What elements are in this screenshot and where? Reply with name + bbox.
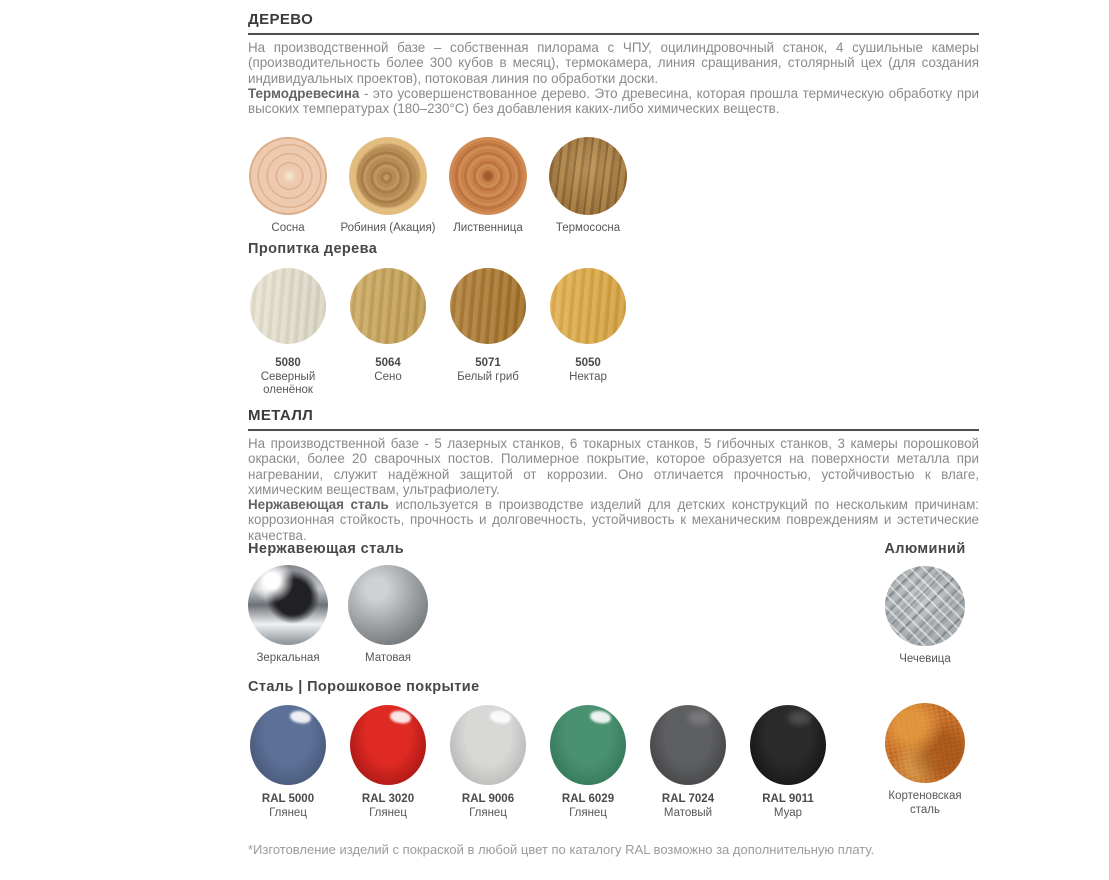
powder-swatch: [738, 705, 838, 820]
impregnation-swatch: [238, 268, 338, 398]
thermowood-lead: Термодревесина: [248, 85, 360, 101]
metal-section-title: МЕТАЛЛ: [248, 407, 314, 424]
ral-code: RAL 6029: [561, 793, 615, 805]
stainless-swatch: [338, 565, 438, 666]
metal-section-divider: [248, 429, 979, 431]
wood-section-text: [248, 40, 979, 116]
powder-sample-image: [550, 705, 626, 785]
corten-sample-image: [885, 703, 965, 783]
wood-section-title: ДЕРЕВО: [248, 11, 314, 28]
stainless-swatch-row: [238, 565, 438, 666]
ral-code: RAL 3020: [361, 793, 415, 805]
stainless-swatch: [238, 565, 338, 666]
footnote: *Изготовление изделий с покраской в любой цвет по каталогу RAL возможно за дополнительную плату.: [248, 842, 875, 857]
stainless-paragraph: [248, 497, 979, 543]
ral-code: RAL 5000: [261, 793, 315, 805]
ral-code: RAL 7024: [661, 793, 715, 805]
wood-sample-image: [349, 137, 427, 215]
aluminum-sample-image: [885, 566, 965, 646]
ral-finish: Глянец: [569, 806, 607, 819]
powder-swatch: [438, 705, 538, 820]
impregnation-code: 5050: [575, 357, 601, 369]
impregnation-swatch-row: [238, 268, 638, 398]
powder-sample-image: [250, 705, 326, 785]
impregnation-swatch: [538, 268, 638, 398]
powder-swatch: [538, 705, 638, 820]
stainless-lead: Нержавеющая сталь: [248, 497, 389, 513]
metal-section-text: [248, 436, 979, 543]
wood-swatch: [538, 137, 638, 236]
powder-sample-image: [650, 705, 726, 785]
thermowood-text: - это усовершенствованное дерево. Это древесина, которая прошла термическую обработку при высоких температурах (180–230°С) без добавления каких-либо химических веществ.: [248, 85, 979, 117]
impregnation-swatch: [338, 268, 438, 398]
ral-finish: Матовый: [663, 806, 713, 819]
ral-code: RAL 9006: [461, 793, 515, 805]
impregnation-name: Сено: [374, 370, 402, 383]
powder-swatch-label: [562, 793, 614, 820]
powder-swatch-label: [362, 793, 414, 820]
powder-sample-image: [350, 705, 426, 785]
wood-intro-text: На производственной базе – собственная пилорама с ЧПУ, оцилиндровочный станок, 4 сушильные камеры (производительность более 300 кубов в месяц), термокамера, линия сращивания, столярный цех (для создания индивидуальных проектов), потоковая линия по обработки доски.: [248, 40, 979, 86]
powder-sample-image: [750, 705, 826, 785]
impregnation-swatch-label: [374, 357, 401, 384]
wood-intro-paragraph: [248, 40, 979, 86]
wood-swatch-label: Термососна: [555, 222, 621, 234]
powder-coating-title: Сталь | Порошковое покрытие: [248, 679, 480, 695]
wood-section-divider: [248, 33, 979, 35]
impregnation-swatch-label: [457, 357, 519, 384]
impregnation-swatch-label: [569, 357, 607, 384]
stainless-swatch-label: Зеркальная: [256, 652, 320, 664]
powder-swatch: [238, 705, 338, 820]
impregnation-name: Белый гриб: [457, 370, 519, 383]
wood-swatch: [238, 137, 338, 236]
impregnation-code: 5080: [275, 357, 301, 369]
powder-swatch-label: [662, 793, 714, 820]
wood-sample-image: [449, 137, 527, 215]
powder-swatch-label: [762, 793, 814, 820]
corten-swatch-label: Кортеновская сталь: [888, 790, 962, 816]
powder-swatch: [638, 705, 738, 820]
ral-finish: Глянец: [269, 806, 307, 819]
wood-swatch: [338, 137, 438, 236]
impregnation-sample-image: [350, 268, 426, 344]
wood-sample-image: [549, 137, 627, 215]
stainless-title: Нержавеющая сталь: [248, 541, 405, 557]
aluminum-block: [858, 541, 992, 667]
stainless-swatch-label: Матовая: [365, 652, 411, 664]
wood-swatch-row: [238, 137, 638, 236]
impregnation-code: 5071: [475, 357, 501, 369]
ral-finish: Глянец: [469, 806, 507, 819]
impregnation-sample-image: [450, 268, 526, 344]
wood-swatch-label: Лиственница: [453, 222, 523, 234]
powder-swatch: [338, 705, 438, 820]
powder-swatch-label: [462, 793, 514, 820]
impregnation-code: 5064: [375, 357, 401, 369]
powder-swatch-label: [262, 793, 314, 820]
wood-swatch-label: Робиния (Акация): [340, 222, 436, 234]
impregnation-name: Нектар: [569, 370, 607, 383]
impregnation-swatch-label: [238, 357, 338, 398]
aluminum-swatch-label: Чечевица: [899, 653, 951, 665]
impregnation-sample-image: [550, 268, 626, 344]
impregnation-title: Пропитка дерева: [248, 241, 378, 257]
stainless-sample-image: [248, 565, 328, 645]
powder-sample-image: [450, 705, 526, 785]
aluminum-title: Алюминий: [884, 541, 966, 557]
impregnation-name: Северный оленёнок: [260, 370, 316, 396]
ral-finish: Глянец: [369, 806, 407, 819]
ral-code: RAL 9011: [762, 793, 814, 805]
powder-swatch-row: [238, 705, 838, 820]
stainless-text: используется в производстве изделий для детских конструкций по нескольким причинам: коррозионная стойкость, прочность и долговечность, устойчивость к механическим повреждениям и эстетические качества.: [248, 497, 980, 543]
ral-finish: Муар: [773, 806, 803, 819]
metal-intro-paragraph: [248, 436, 979, 497]
impregnation-sample-image: [250, 268, 326, 344]
impregnation-swatch: [438, 268, 538, 398]
metal-intro-text: На производственной базе - 5 лазерных станков, 6 токарных станков, 5 гибочных станков, 3 камеры порошковой окраски, более 20 сварочных постов. Полимерное покрытие, которое образуется на поверхности металла при нагревании, служит надёжной защитой от коррозии. Оно отличается прочностью, устойчивостью к влаге, химическим веществам, ультрафиолету.: [248, 436, 979, 497]
thermowood-paragraph: [248, 86, 979, 117]
corten-block: [858, 694, 992, 817]
wood-swatch: [438, 137, 538, 236]
wood-swatch-label: Сосна: [271, 222, 305, 234]
wood-sample-image: [249, 137, 327, 215]
stainless-sample-image: [348, 565, 428, 645]
